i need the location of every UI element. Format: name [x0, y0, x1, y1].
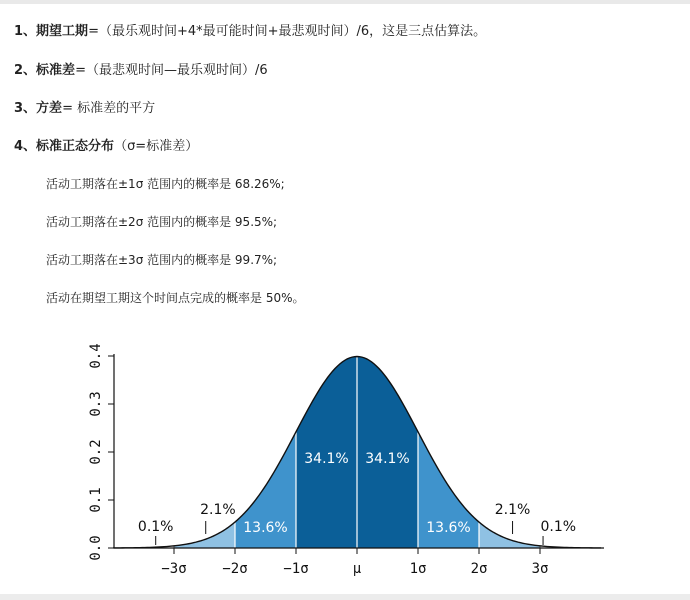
- sub-item-two-sigma: 活动工期落在±2σ 范围内的概率是 95.5%;: [46, 215, 278, 229]
- tail-label-right: 0.1%: [540, 519, 577, 535]
- item-term: 期望工期: [36, 24, 89, 39]
- sub-item-three-sigma: 活动工期落在±3σ 范围内的概率是 99.7%;: [46, 253, 278, 267]
- x-tick-label-2: −1σ: [283, 561, 309, 577]
- y-tick-label-3: 0.3: [88, 391, 104, 417]
- region-label-4: 13.6%: [426, 520, 471, 536]
- x-tick-label-5: 2σ: [470, 561, 488, 577]
- x-tick-label-0: −3σ: [161, 561, 187, 577]
- y-tick-label-1: 0.1: [88, 487, 104, 513]
- item-number: 1、: [14, 24, 37, 39]
- x-tick-label-6: 3σ: [531, 561, 549, 577]
- region-label-5: 2.1%: [494, 502, 531, 518]
- item-standard-deviation: [14, 62, 268, 80]
- x-tick-label-3: μ: [352, 561, 362, 577]
- item-text: = 标准差的平方: [62, 101, 156, 116]
- item-variance: [14, 100, 155, 118]
- item-expected-duration: [14, 23, 486, 41]
- item-text: =（最乐观时间+4*最可能时间+最悲观时间）/6，这是三点估算法。: [88, 24, 487, 39]
- chart-svg: [70, 328, 610, 590]
- item-number: 2、: [14, 63, 37, 78]
- region-label-1: 13.6%: [243, 520, 288, 536]
- sub-item-one-sigma: 活动工期落在±1σ 范围内的概率是 68.26%;: [46, 177, 285, 191]
- y-tick-label-4: 0.4: [88, 343, 104, 369]
- item-term: 标准正态分布: [36, 139, 115, 154]
- y-tick-label-2: 0.2: [88, 439, 104, 465]
- item-normal-distribution: [14, 138, 198, 156]
- region-label-3: 34.1%: [365, 451, 410, 467]
- x-tick-label-4: 1σ: [409, 561, 427, 577]
- top-border: [0, 0, 690, 4]
- bottom-border: [0, 594, 690, 600]
- item-term: 标准差: [36, 63, 76, 78]
- item-text: （σ=标准差）: [114, 139, 199, 154]
- tail-label-left: 0.1%: [137, 519, 174, 535]
- region-label-0: 2.1%: [200, 502, 236, 518]
- item-term: 方差: [36, 101, 63, 116]
- x-tick-label-1: −2σ: [222, 561, 248, 577]
- item-number: 4、: [14, 139, 37, 154]
- item-number: 3、: [14, 101, 37, 116]
- sub-item-fifty-percent: 活动在期望工期这个时间点完成的概率是 50%。: [46, 291, 305, 305]
- item-text: =（最悲观时间—最乐观时间）/6: [75, 63, 268, 78]
- y-tick-label-0: 0.0: [88, 535, 104, 561]
- normal-distribution-chart: [70, 328, 610, 590]
- region-label-2: 34.1%: [304, 451, 349, 467]
